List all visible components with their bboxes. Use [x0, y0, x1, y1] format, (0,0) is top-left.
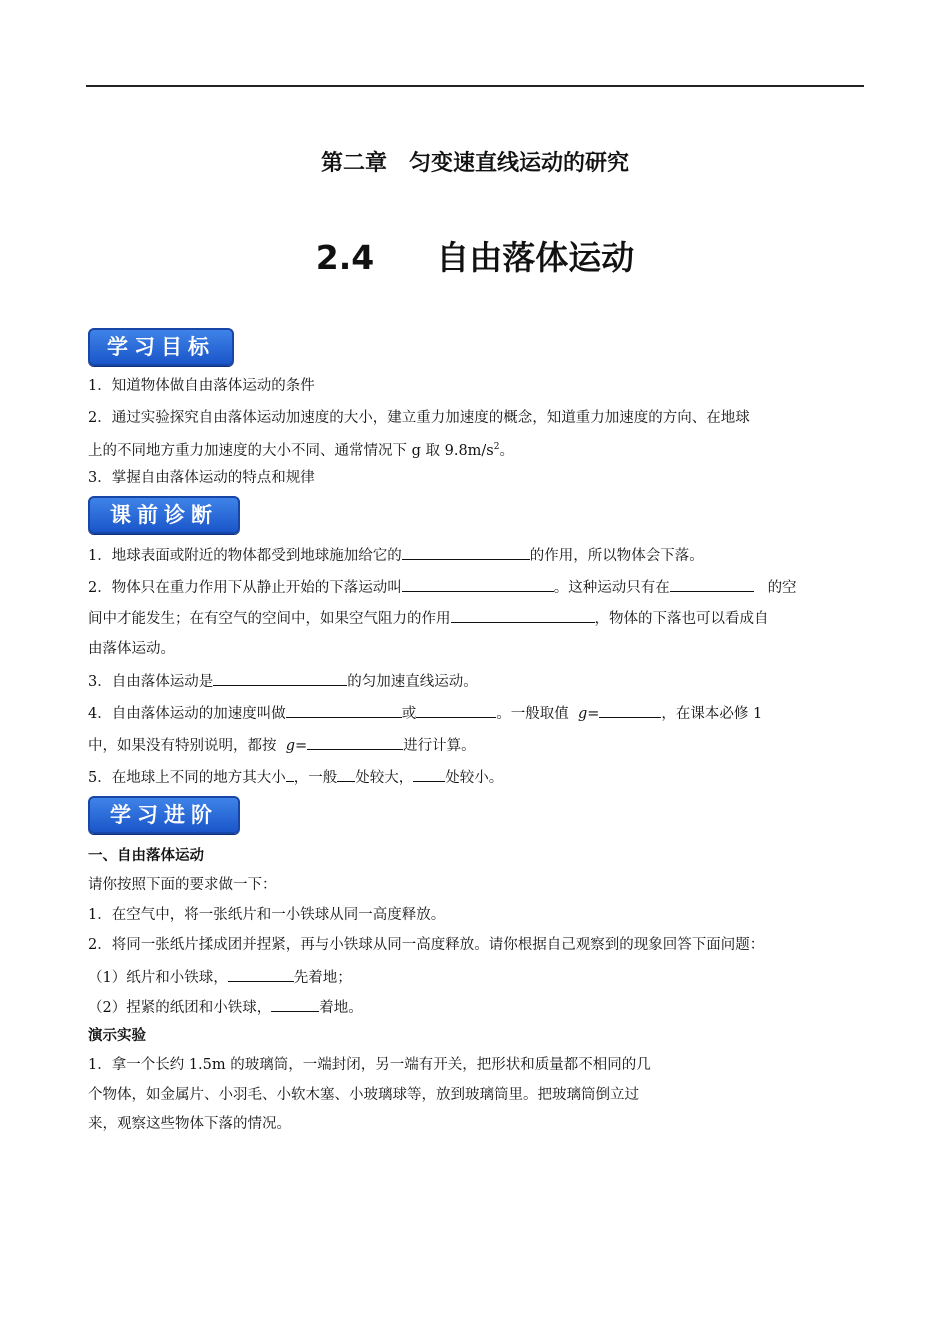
- diagnosis-q5: [88, 766, 868, 788]
- q4-line2-post: 进行计算。: [403, 738, 476, 754]
- q5-text-b: ，一般: [293, 770, 338, 786]
- superscript: 2: [493, 442, 500, 452]
- q4-blank-2[interactable]: [416, 702, 496, 718]
- q4-blank-4[interactable]: [307, 734, 403, 750]
- q4-line2-pre: 中，如果没有特别说明，都按: [88, 738, 277, 754]
- q3-text-pre: 3．自由落体运动是: [88, 674, 214, 690]
- objective-item-1: 1．知道物体做自由落体运动的条件: [88, 378, 315, 394]
- section-name: 自由落体运动: [436, 238, 635, 277]
- q5-blank-2[interactable]: [337, 766, 355, 782]
- q4-g-symbol: g: [577, 706, 588, 722]
- top-rule: [86, 85, 864, 87]
- q4-text-post: ，在课本必修 1: [661, 706, 763, 722]
- q4-text-or: 或: [401, 706, 417, 722]
- q3-text-post: 的匀加速直线运动。: [347, 674, 478, 690]
- sub2-blank[interactable]: [271, 996, 319, 1012]
- objective-item-2: 2．通过实验探究自由落体运动加速度的大小，建立重力加速度的概念，知道重力加速度的方向、在地球: [88, 410, 750, 426]
- advance-sub-2: [88, 996, 868, 1018]
- q2-text-post: 的空: [767, 580, 797, 596]
- objectives-badge: 学习目标: [88, 328, 234, 366]
- q1-text-post: 的作用，所以物体会下落。: [529, 548, 704, 564]
- advance-intro: 请你按照下面的要求做一下：: [88, 877, 277, 893]
- q4-blank-3[interactable]: [599, 702, 661, 718]
- objective-item-2-cont: [88, 437, 868, 461]
- sub2-text-post: 着地。: [319, 1000, 363, 1016]
- advance-step-2: 2．将同一张纸片揉成团并捏紧，再与小铁球从同一高度释放。请你根据自己观察到的现象回答下面问题：: [88, 937, 765, 953]
- q2-text-pre: 2．物体只在重力作用下从静止开始的下落运动叫: [88, 580, 402, 596]
- sub1-blank[interactable]: [228, 966, 294, 982]
- diagnosis-q2-end: 由落体运动。: [88, 641, 175, 657]
- diagnosis-q3: [88, 670, 868, 692]
- diagnosis-badge: 课前诊断: [88, 496, 240, 534]
- q2-blank-1[interactable]: [402, 576, 554, 592]
- advance-step-1: 1．在空气中，将一张纸片和一小铁球从同一高度释放。: [88, 907, 446, 923]
- q4-text-mid: 。一般取值: [496, 706, 569, 722]
- objective-item-3: 3．掌握自由落体运动的特点和规律: [88, 470, 315, 486]
- q5-text-a: 5．在地球上不同的地方其大小: [88, 770, 286, 786]
- q4-line2-g: g: [285, 738, 296, 754]
- advance-heading-2: 演示实验: [88, 1028, 146, 1044]
- diagnosis-q4-cont: [88, 734, 868, 756]
- q4-blank-1[interactable]: [286, 702, 402, 718]
- q3-blank[interactable]: [213, 670, 347, 686]
- diagnosis-q2: [88, 576, 868, 598]
- advance-heading-1: 一、自由落体运动: [88, 848, 204, 864]
- q2-blank-2[interactable]: [670, 576, 754, 592]
- section-number: 2.4: [315, 238, 375, 277]
- advance-sub-1: [88, 966, 868, 988]
- q1-blank[interactable]: [402, 544, 530, 560]
- sub1-text-post: 先着地；: [293, 970, 352, 986]
- diagnosis-q4: [88, 702, 868, 724]
- q4-text-pre: 4．自由落体运动的加速度叫做: [88, 706, 286, 722]
- q2-line2-post: ，物体的下落也可以看成自: [594, 611, 769, 627]
- diagnosis-q2-cont: [88, 607, 868, 629]
- objective-item-2-text: 上的不同地方重力加速度的大小不同、通常情况下 g 取 9.8m/s: [88, 442, 494, 459]
- q2-blank-3[interactable]: [451, 607, 595, 623]
- chapter-title: 第二章 匀变速直线运动的研究: [320, 151, 629, 176]
- sub1-text-pre: （1）纸片和小铁球，: [88, 970, 228, 986]
- q2-text-mid: 。这种运动只有在: [553, 580, 670, 596]
- q5-blank-3[interactable]: [413, 766, 445, 782]
- sub2-text-pre: （2）捏紧的纸团和小铁球，: [88, 1000, 272, 1016]
- q5-text-d: 处较小。: [445, 770, 504, 786]
- objective-item-2-end: 。: [499, 442, 514, 459]
- q1-text-pre: 1．地球表面或附近的物体都受到地球施加给它的: [88, 548, 402, 564]
- q5-text-c: 处较大，: [355, 770, 414, 786]
- section-title: [0, 232, 950, 279]
- advance-badge: 学习进阶: [88, 796, 240, 834]
- q5-blank-1[interactable]: [286, 766, 294, 782]
- diagnosis-q1: [88, 544, 868, 566]
- q4-line2-eq: =: [295, 738, 308, 754]
- demo-line-1: 1．拿一个长约 1.5m 的玻璃筒，一端封闭，另一端有开关，把形状和质量都不相同的几: [88, 1057, 651, 1073]
- q2-line2-pre: 间中才能发生；在有空气的空间中，如果空气阻力的作用: [88, 611, 451, 627]
- q4-equals: =: [587, 706, 600, 722]
- demo-line-2: 个物体，如金属片、小羽毛、小软木塞、小玻璃球等，放到玻璃筒里。把玻璃筒倒立过: [88, 1087, 639, 1103]
- demo-line-3: 来，观察这些物体下落的情况。: [88, 1116, 291, 1132]
